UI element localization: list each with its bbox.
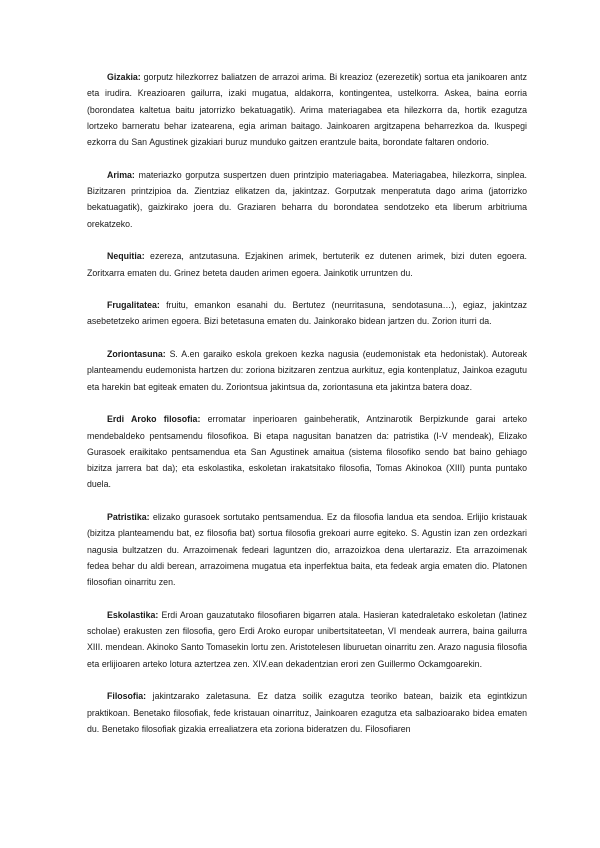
paragraph-zoriontasuna [87, 346, 527, 395]
term-zoriontasuna: Zoriontasuna: [107, 349, 166, 360]
definition-gizakia: gorputz hilezkorrez baliatzen de arrazoi arima. Bi kreazioz (ezerezetik) sortua eta janikoaren antz eta irudira. Kreazioaren gailurra, izaki mugatua, aldakorra, kontingentea, ustelkorra. Askea, baina eorria (borondatea kaltetua baitu jatorrizko bekatuagatik). Arima materiagabea eta hilezkorra da, hortik ezagutza lortzeko barneratu behar izatearena, egia ariman baitago. Jainkoaren argitzapena beharrezkoa da. Ikuspegi ezkorra du San Agustinek gizakiari buruz munduko gaitzen erantzule baita, borondate faltaren ondorio. [87, 72, 527, 148]
definition-patristika: elizako gurasoek sortutako pentsamendua. Ez da filosofia landua eta sendoa. Erlijio kristauak (bizitza planteamendu bat, ez filosofia bat) sortua filosofia grekoari aurre egiteko. S. Agustin izan zen ordezkari nagusia bultzatzen du. Arrazoimenak fedeari laguntzen dio, arrazoizkoa dena ulertaraziz. Eta arrazoimenak fedea behar du aldi berean, arrazoimena mugatua eta inperfektua baita, eta fedeak argia ematen dio. Platonen filosofian oinarritu zen. [87, 512, 527, 588]
document-body [87, 69, 527, 753]
definition-nequitia: ezereza, antzutasuna. Ezjakinen arimek, bertuterik ez dutenen arimek, bizi duten egoera. Zoritxarra ematen du. Grinez beteta dauden arimen egoera. Jainkotik urruntzen du. [87, 251, 527, 278]
term-filosofia: Filosofia: [107, 691, 147, 702]
paragraph-nequitia [87, 248, 527, 281]
paragraph-arima [87, 167, 527, 232]
paragraph-gizakia [87, 69, 527, 150]
definition-filosofia: jakintzarako zaletasuna. Ez datza soilik ezagutza teoriko batean, baizik eta egintkizun praktikoan. Benetako filosofiak, fede kristauan oinarrituz, Jainkoaren ezagutza eta salbazioarako bidea ematen du. Benetako filosofiak gizakia errealiatzera eta zoriona bideratzen du. Filosofiaren [87, 691, 527, 734]
definition-eskolastika: Erdi Aroan gauzatutako filosofiaren bigarren atala. Hasieran katedraletako eskoletan (latinez scholae) erakusten zen filosofia, gero Erdi Aroko europar unibertsitateetan, VI mendeak aurrera, baina gailurra XIII. mendean. Akinoko Santo Tomasekin lortu zen. Aristotelesen liburuetan oinarritu zen. Arazo nagusia filosofia eta erlijioaren arteko lotura aztertzea zen. XIV.ean dekadentzian erori zen Guillermo Ockamgoarekin. [87, 609, 527, 669]
definition-frugalitatea: fruitu, emankon esanahi du. Bertutez (neurritasuna, sendotasuna…), egiaz, jakintzaz asebetetzeko arimen egoera. Bizi betetasuna ematen du. Jainkorako bidean jartzen du. Zorion iturri da. [87, 300, 527, 327]
definition-arima: materiazko gorputza suspertzen duen printzipio materiagabea. Materiagabea, hilezkorra, sinplea. Bizitzaren printzipioa da. Zientziaz elikatzen da, jakintzaz. Gorputzak menperatuta dago arima (jatorrizko bekatuagatik), gaizkirako joera du. Graziaren beharra du borondatea sendotzeko eta liberum arbitriuma orekatzeko. [87, 169, 527, 229]
paragraph-eskolastika [87, 607, 527, 672]
term-nequitia: Nequitia: [107, 251, 145, 262]
definition-erdi-aroko-filosofia: erromatar inperioaren gainbeheratik, Antzinarotik Berpizkunde garai arteko mendebaldeko pentsamendu filosofikoa. Bi etapa nagusitan banatzen da: patristika (I-V mendeak), Elizako Gurasoek eraikitako pentsamendua eta San Agustinek amaitua (sistema filosofiko sendo bat baino gehiago bizitza jarrera bat da); eta eskolastika, eskoletan irakatsitako filosofia, Tomas Akinokoa (XIII) punta puntako duela. [87, 414, 527, 490]
paragraph-erdi-aroko-filosofia [87, 411, 527, 492]
term-gizakia: Gizakia: [107, 72, 141, 82]
paragraph-frugalitatea [87, 297, 527, 330]
term-patristika: Patristika: [107, 512, 150, 523]
paragraph-patristika [87, 509, 527, 590]
term-arima: Arima: [107, 169, 135, 180]
paragraph-filosofia [87, 688, 527, 737]
term-erdi-aroko-filosofia: Erdi Aroko filosofia: [107, 414, 201, 425]
term-eskolastika: Eskolastika: [107, 609, 159, 620]
definition-zoriontasuna: S. A.en garaiko eskola grekoen kezka nagusia (eudemonistak eta hedonistak). Autoreak planteamendu eudemonista hartzen du: zoriona bizitzaren zentzua aurkituz, egia kontenplatuz, Jainkoa ezagutu eta harekin bat egiteak ematen du. Zoriontsua jakintsua da, zoriontasuna eta jakintza batera doaz. [87, 349, 527, 392]
term-frugalitatea: Frugalitatea: [107, 300, 160, 311]
